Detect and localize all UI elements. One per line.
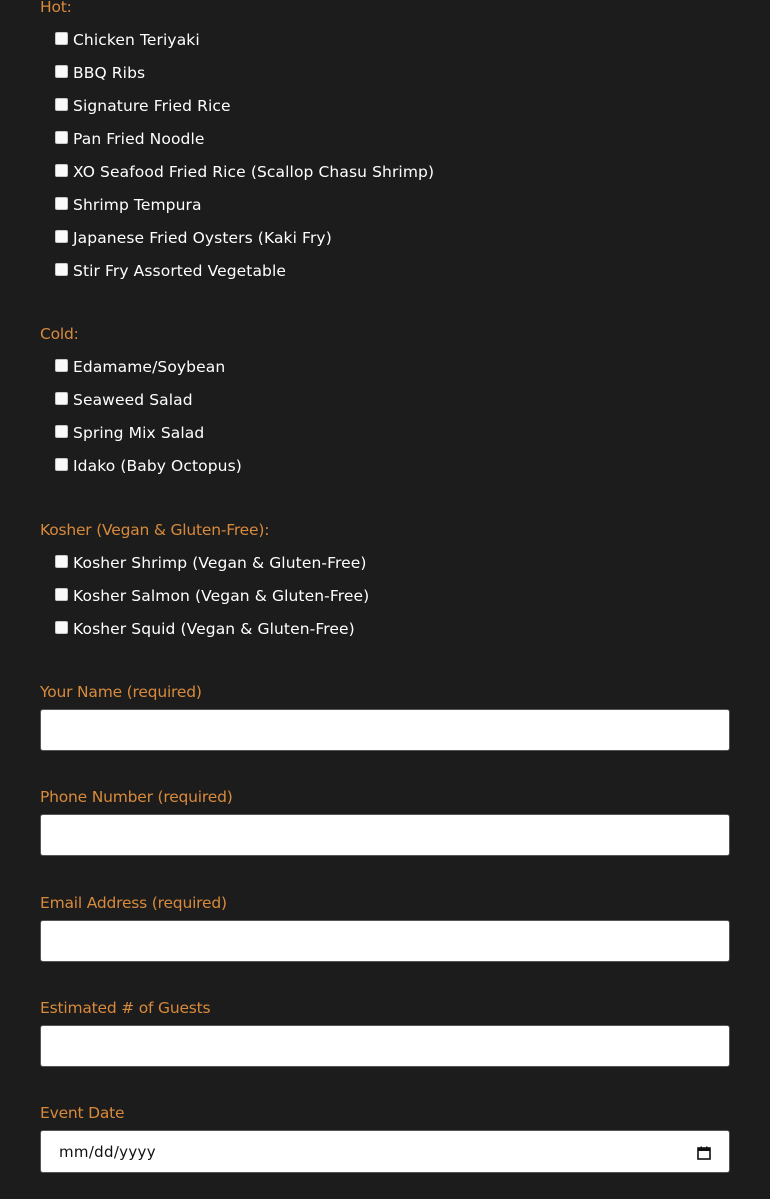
checkbox-label[interactable]: Kosher Squid (Vegan & Gluten-Free)	[73, 620, 355, 638]
checkbox[interactable]	[55, 392, 68, 405]
checkbox[interactable]	[55, 230, 68, 243]
checkbox-kosher-shrimp[interactable]	[55, 553, 367, 573]
checkbox[interactable]	[55, 555, 68, 568]
checkbox-stir-fry-vegetable[interactable]	[55, 261, 286, 281]
group-label-kosher: Kosher (Vegan & Gluten-Free):	[40, 521, 270, 539]
checkbox[interactable]	[55, 359, 68, 372]
checkbox-japanese-fried-oysters[interactable]	[55, 228, 332, 248]
checkbox[interactable]	[55, 65, 68, 78]
guests-input[interactable]	[40, 1025, 730, 1067]
checkbox-chicken-teriyaki[interactable]	[55, 30, 200, 50]
checkbox-pan-fried-noodle[interactable]	[55, 129, 205, 149]
checkbox-label[interactable]: Kosher Shrimp (Vegan & Gluten-Free)	[73, 554, 367, 572]
checkbox-xo-seafood-fried-rice[interactable]	[55, 162, 434, 182]
checkbox[interactable]	[55, 621, 68, 634]
calendar-icon[interactable]	[697, 1145, 711, 1159]
event-date-input[interactable]	[40, 1130, 730, 1173]
checkbox-kosher-salmon[interactable]	[55, 586, 369, 606]
checkbox-spring-mix-salad[interactable]	[55, 423, 204, 443]
checkbox-label[interactable]: Stir Fry Assorted Vegetable	[73, 262, 287, 280]
checkbox-label[interactable]: BBQ Ribs	[73, 64, 146, 82]
checkbox[interactable]	[55, 98, 68, 111]
name-input[interactable]	[40, 709, 730, 751]
checkbox-label[interactable]: XO Seafood Fried Rice (Scallop Chasu Shrimp)	[73, 163, 435, 181]
checkbox-idako[interactable]	[55, 456, 242, 476]
checkbox-label[interactable]: Chicken Teriyaki	[73, 31, 200, 49]
checkbox-label[interactable]: Edamame/Soybean	[73, 358, 226, 376]
email-input[interactable]	[40, 920, 730, 962]
checkbox-label[interactable]: Idako (Baby Octopus)	[73, 457, 242, 475]
checkbox-kosher-squid[interactable]	[55, 619, 355, 639]
phone-input[interactable]	[40, 814, 730, 856]
checkbox[interactable]	[55, 425, 68, 438]
group-label-cold: Cold:	[40, 325, 79, 343]
checkbox-label[interactable]: Seaweed Salad	[73, 391, 193, 409]
email-label: Email Address (required)	[40, 894, 227, 912]
checkbox-label[interactable]: Japanese Fried Oysters (Kaki Fry)	[73, 229, 332, 247]
checkbox[interactable]	[55, 458, 68, 471]
checkbox-label[interactable]: Pan Fried Noodle	[73, 130, 205, 148]
checkbox[interactable]	[55, 263, 68, 276]
checkbox-label[interactable]: Signature Fried Rice	[73, 97, 231, 115]
checkbox[interactable]	[55, 131, 68, 144]
event-date-placeholder: mm/dd/yyyy	[59, 1142, 156, 1161]
checkbox-seaweed-salad[interactable]	[55, 390, 193, 410]
checkbox-shrimp-tempura[interactable]	[55, 195, 202, 215]
checkbox-bbq-ribs[interactable]	[55, 63, 145, 83]
checkbox-edamame[interactable]	[55, 357, 225, 377]
group-label-hot: Hot:	[40, 0, 72, 16]
event-date-label: Event Date	[40, 1104, 125, 1122]
phone-label: Phone Number (required)	[40, 788, 233, 806]
guests-label: Estimated # of Guests	[40, 999, 211, 1017]
checkbox[interactable]	[55, 197, 68, 210]
checkbox[interactable]	[55, 32, 68, 45]
checkbox[interactable]	[55, 164, 68, 177]
checkbox-label[interactable]: Spring Mix Salad	[73, 424, 205, 442]
checkbox[interactable]	[55, 588, 68, 601]
name-label: Your Name (required)	[40, 683, 202, 701]
checkbox-signature-fried-rice[interactable]	[55, 96, 231, 116]
checkbox-label[interactable]: Shrimp Tempura	[73, 196, 202, 214]
checkbox-label[interactable]: Kosher Salmon (Vegan & Gluten-Free)	[73, 587, 370, 605]
